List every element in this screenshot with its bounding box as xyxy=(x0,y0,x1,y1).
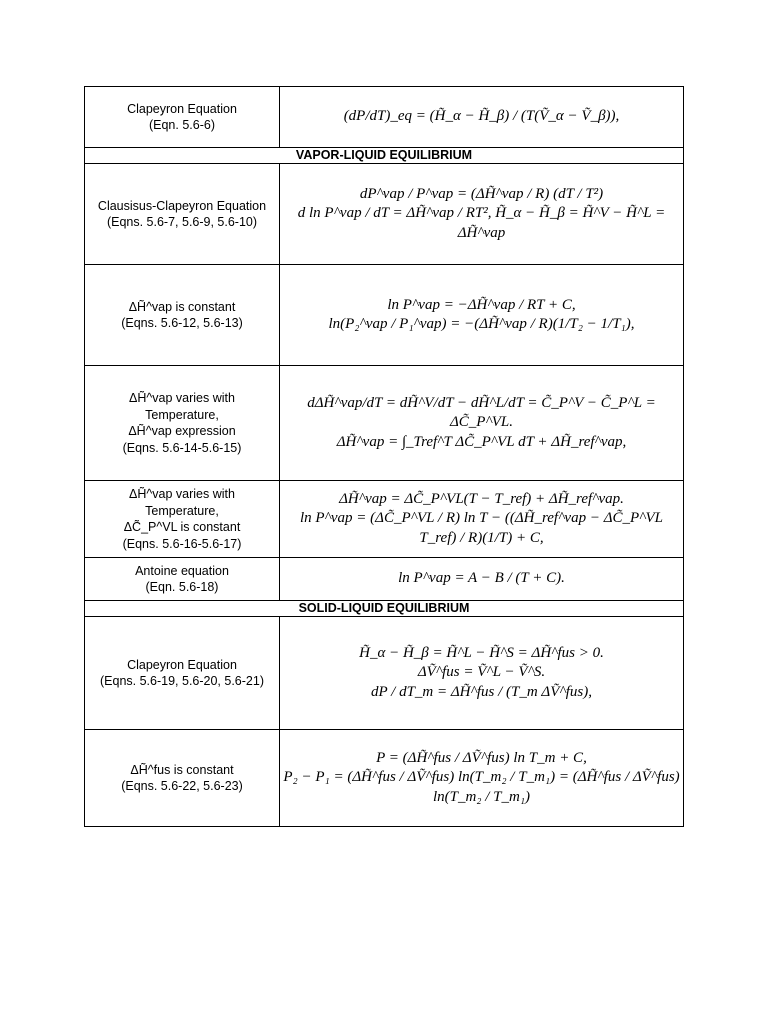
label-line: Clapeyron Equation xyxy=(127,657,237,672)
label-line: (Eqns. 5.6-12, 5.6-13) xyxy=(121,316,243,330)
equation-text: dΔH̃^vap/dT = dH̃^V/dT − dH̃^L/dT = C̃_P^V − C̃_P^L = ΔC̃_P^VL. xyxy=(307,394,656,431)
section-header: SOLID-LIQUID EQUILIBRIUM xyxy=(85,601,684,617)
equation-cell xyxy=(280,87,684,148)
equation-row xyxy=(85,265,684,366)
label-line: ΔH̃^vap varies with xyxy=(129,391,235,405)
equation-row xyxy=(85,164,684,265)
equation-label-cell xyxy=(85,265,280,366)
equation-label-cell xyxy=(85,558,280,601)
equation-label-cell xyxy=(85,366,280,481)
equation-row xyxy=(85,481,684,558)
label-line: ΔH̃^vap expression xyxy=(128,424,236,438)
label-line: ΔH̃^fus is constant xyxy=(130,762,234,777)
equation-row xyxy=(85,617,684,730)
equation-label-cell xyxy=(85,617,280,730)
equation-row xyxy=(85,87,684,148)
equation-cell xyxy=(280,366,684,481)
label-line: ΔC̃_P^VL is constant xyxy=(123,520,241,534)
equation-text: ΔṼ^fus = Ṽ^L − Ṽ^S. xyxy=(417,664,546,681)
equation-text: dP / dT_m = ΔH̃^fus / (T_m ΔṼ^fus), xyxy=(371,683,592,700)
label-line: (Eqn. 5.6-18) xyxy=(145,580,219,594)
equation-label-cell xyxy=(85,481,280,558)
equation-text: dP^vap / P^vap = (ΔH̃^vap / R) (dT / T²) xyxy=(359,185,604,202)
equation-text: P = (ΔH̃^fus / ΔṼ^fus) ln T_m + C, xyxy=(376,749,587,766)
label-line: (Eqns. 5.6-14-5.6-15) xyxy=(122,440,242,455)
equation-label-cell xyxy=(85,87,280,148)
label-line: Temperature, xyxy=(145,407,219,422)
equation-text: ΔH̃^vap = ∫_Tref^T ΔC̃_P^VL dT + ΔH̃_ref^vap, xyxy=(336,433,627,450)
section-header-row xyxy=(85,148,684,164)
label-line: Antoine equation xyxy=(135,563,229,578)
label-line: Temperature, xyxy=(145,503,219,518)
label-line: Clausisus-Clapeyron Equation xyxy=(97,198,267,213)
equation-cell xyxy=(280,265,684,366)
equation-row xyxy=(85,730,684,827)
equation-row xyxy=(85,366,684,481)
equations-table xyxy=(84,86,684,827)
equation-text: P₂ − P₁ = (ΔH̃^fus / ΔṼ^fus) ln(T_m₂ / T_m₁) = (ΔH̃^fus / ΔṼ^fus) ln(T_m₂ / T_m₁) xyxy=(283,769,680,805)
equation-text: ΔH̃^vap = ΔC̃_P^VL(T − T_ref) + ΔH̃_ref^vap. xyxy=(339,490,624,507)
equation-cell xyxy=(280,617,684,730)
equation-text: d ln P^vap / dT = ΔH̃^vap / RT², H̃_α − H̃_β = H̃^V − H̃^L = ΔH̃^vap xyxy=(297,205,666,241)
label-line: (Eqns. 5.6-22, 5.6-23) xyxy=(121,779,243,793)
equation-text: ln P^vap = (ΔC̃_P^VL / R) ln T − ((ΔH̃_ref^vap − ΔC̃_P^VL T_ref) / R)(1/T) + C, xyxy=(299,510,664,546)
equation-text: ln(P₂^vap / P₁^vap) = −(ΔH̃^vap / R)(1/T₂ − 1/T₁), xyxy=(328,316,635,332)
equation-cell xyxy=(280,164,684,265)
equation-cell xyxy=(280,730,684,827)
section-header-row xyxy=(85,601,684,617)
label-line: (Eqns. 5.6-19, 5.6-20, 5.6-21) xyxy=(100,674,264,688)
label-line: ΔH̃^vap varies with xyxy=(129,487,235,501)
label-line: (Eqns. 5.6-7, 5.6-9, 5.6-10) xyxy=(106,215,258,229)
equation-cell xyxy=(280,558,684,601)
equation-text: ln P^vap = −ΔH̃^vap / RT + C, xyxy=(387,296,576,313)
label-line: Clapeyron Equation xyxy=(127,101,237,116)
equation-row xyxy=(85,558,684,601)
label-line: ΔH̃^vap is constant xyxy=(128,299,236,314)
equation-text: H̃_α − H̃_β = H̃^L − H̃^S = ΔH̃^fus > 0. xyxy=(359,644,604,661)
equations-table-body xyxy=(85,87,684,827)
equation-text: (dP/dT)_eq = (H̃_α − H̃_β) / (T(Ṽ_α − Ṽ_β)), xyxy=(343,108,620,125)
equation-label-cell xyxy=(85,164,280,265)
label-line: (Eqns. 5.6-16-5.6-17) xyxy=(122,536,242,551)
equation-label-cell xyxy=(85,730,280,827)
equation-cell xyxy=(280,481,684,558)
equation-text: ln P^vap = A − B / (T + C). xyxy=(398,570,565,587)
label-line: (Eqn. 5.6-6) xyxy=(148,118,215,132)
section-header: VAPOR-LIQUID EQUILIBRIUM xyxy=(85,148,684,164)
